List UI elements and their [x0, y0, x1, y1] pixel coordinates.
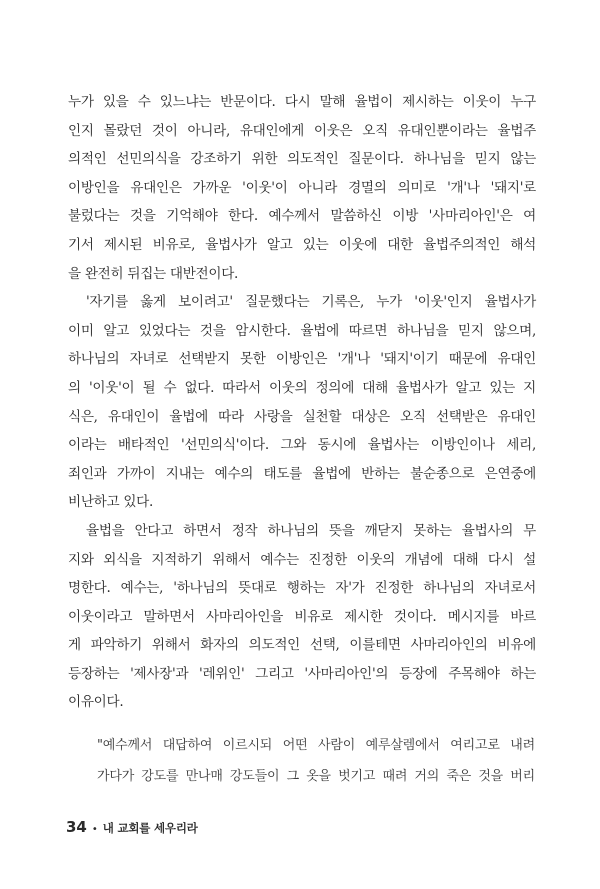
text-line: 누가 있을 수 있느냐는 반문이다. 다시 말해 율법이 제시하는 이웃이 누구: [68, 94, 536, 110]
text-line: 이라는 배타적인 '선민의식'이다. 그와 동시에 율법사는 이방인이나 세리,: [68, 437, 536, 454]
quote-line: "예수께서 대답하여 이르시되 어떤 사람이 예루살렘에서 여리고로 내려: [97, 738, 535, 753]
text-line: 지와 외식을 지적하기 위해서 예수는 진정한 이웃의 개념에 대해 다시 설: [68, 551, 536, 568]
text-line: 죄인과 가까이 지내는 예수의 태도를 율법에 반하는 불순종으로 은연중에: [68, 465, 536, 482]
text-line: 비난하고 있다.: [68, 494, 154, 511]
text-line: 이유이다.: [68, 694, 124, 711]
text-line: 이미 알고 있었다는 것을 암시한다. 율법에 따르면 하나님을 믿지 않으며,: [68, 322, 536, 339]
bullet-separator: •: [91, 824, 98, 835]
text-line: 불렀다는 것을 기억해야 한다. 예수께서 말씀하신 이방 '사마리아인'은 여: [68, 208, 536, 225]
quote-line: 가다가 강도를 만나매 강도들이 그 옷을 벗기고 때려 거의 죽은 것을 버리: [97, 769, 535, 784]
text-line: 기서 제시된 비유로, 율법사가 알고 있는 이웃에 대한 율법주의적인 해석: [68, 236, 536, 253]
scripture-quote: [97, 730, 535, 792]
text-line: 의적인 선민의식을 강조하기 위한 의도적인 질문이다. 하나님을 믿지 않는: [68, 151, 536, 168]
text-line: 이웃이라고 말하면서 사마리아인을 비유로 제시한 것이다. 메시지를 바르: [68, 608, 536, 625]
text-line: 율법을 안다고 하면서 정작 하나님의 뜻을 깨닫지 못하는 율법사의 무: [86, 522, 536, 539]
text-line: 명한다. 예수는, '하나님의 뜻대로 행하는 자'가 진정한 하나님의 자녀로서: [68, 580, 536, 597]
text-line: 이방인을 유대인은 가까운 '이웃'이 아니라 경멸의 의미로 '개'나 '돼지'로: [68, 179, 536, 196]
text-line: '자기를 옳게 보이려고' 질문했다는 기록은, 누가 '이웃'인지 율법사가: [86, 294, 536, 311]
text-line: 의 '이웃'이 될 수 없다. 따라서 이웃의 정의에 대해 율법사가 알고 있는 지: [68, 379, 536, 396]
page-number: 34: [66, 818, 87, 836]
text-line: 등장하는 '제사장'과 '레위인' 그리고 '사마리아인'의 등장에 주목해야 하는: [68, 665, 536, 682]
text-line: 게 파악하기 위해서 화자의 의도적인 선택, 이를테면 사마리아인의 비유에: [68, 637, 536, 654]
page-footer: [66, 818, 198, 836]
running-title: 내 교회를 세우리라: [102, 821, 198, 835]
text-line: 식은, 유대인이 율법에 따라 사랑을 실천할 대상은 오직 선택받은 유대인: [68, 408, 536, 425]
text-line: 을 완전히 뒤집는 대반전이다.: [68, 265, 239, 282]
body-text: [68, 88, 536, 717]
text-line: 인지 몰랐던 것이 아니라, 유대인에게 이웃은 오직 유대인뿐이라는 율법주: [68, 122, 536, 139]
text-line: 하나님의 자녀로 선택받지 못한 이방인은 '개'나 '돼지'이기 때문에 유대인: [68, 351, 536, 368]
